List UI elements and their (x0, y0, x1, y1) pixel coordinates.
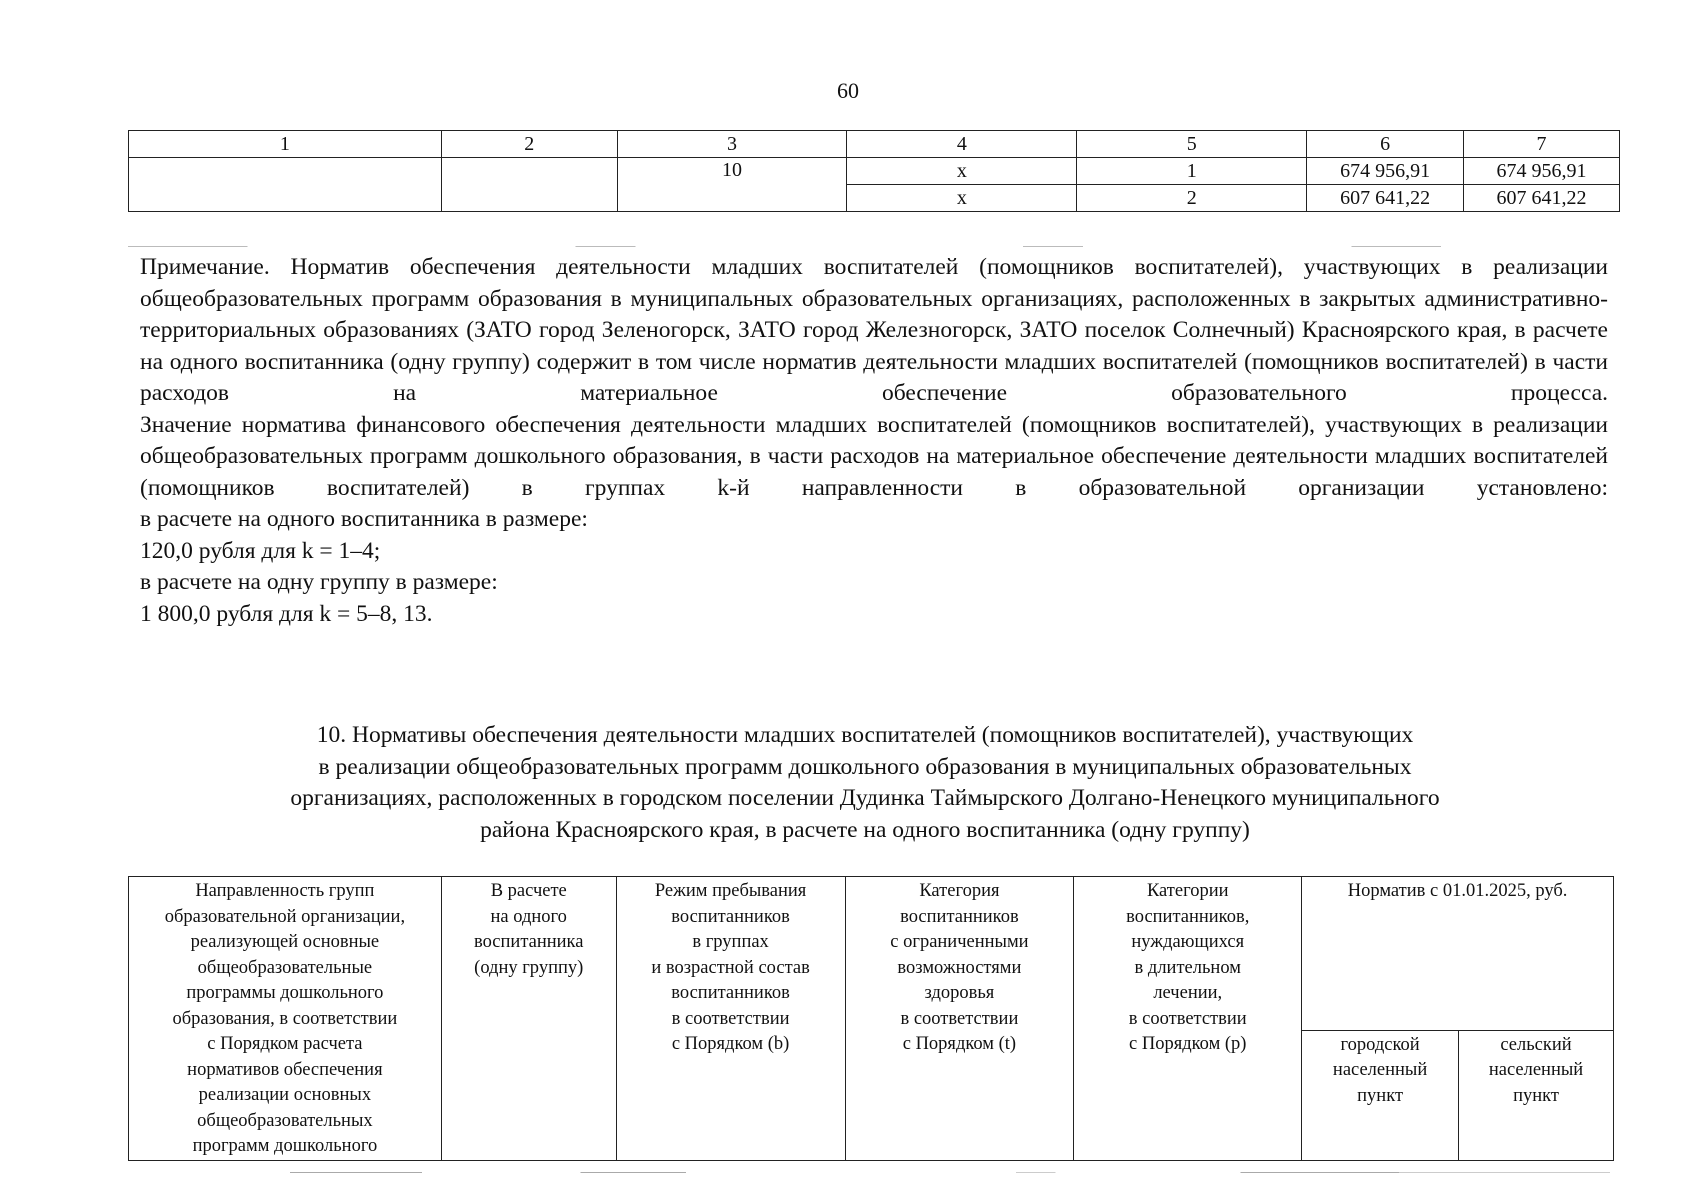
note-block (140, 252, 1608, 630)
header-text: здоровья (924, 983, 995, 1003)
note-line-per-child-amount: 120,0 рубля для k = 1–4; (140, 537, 381, 564)
header-text: Категории (1146, 881, 1229, 901)
note-paragraph-1: Примечание. Норматив обеспечения деятельности младших воспитателей (помощников воспитателей), участвующих в реализации общеобразовательных программ образования в муниципальных образовательных организациях, расположенных в закрытых административно-территориальных образованиях (ЗАТО город Зеленогорск, ЗАТО город Железногорск, ЗАТО поселок Солнечный) Красноярского края, в расчете на одного воспитанника (одну группу) содержит в том числе норматив деятельности младших воспитателей (помощников воспитателей) в части расходов на материальное обеспечение образовательного процесса. (140, 254, 1608, 406)
note-line-per-group-amount: 1 800,0 рубля для k = 5–8, 13. (140, 600, 433, 627)
header-text: образовательной организации, (164, 906, 406, 927)
header-rural (1459, 1030, 1614, 1160)
header-text: с Порядком расчета (207, 1034, 363, 1054)
header-long-treatment-category (1074, 877, 1302, 1161)
header-text: на одного (490, 906, 567, 927)
continuation-table (128, 130, 1620, 212)
page-number: 60 (837, 78, 859, 103)
header-text: с Порядком (b) (671, 1034, 790, 1054)
header-text: воспитанников (671, 983, 790, 1003)
scan-artifact (128, 246, 1620, 247)
header-urban (1302, 1030, 1459, 1160)
header-text: возможностями (897, 957, 1022, 978)
column-number: 4 (847, 131, 1077, 158)
table-cell-urban-value: 674 956,91 (1307, 158, 1464, 185)
column-number: 3 (617, 131, 847, 158)
header-text: пункт (1357, 1085, 1404, 1106)
header-text: пункт (1513, 1085, 1559, 1106)
table-cell-urban-value: 607 641,22 (1307, 185, 1464, 212)
header-text: В расчете (490, 881, 567, 901)
table-cell-rural-value: 607 641,22 (1464, 185, 1620, 212)
note-line-per-group: в расчете на одну группу в размере: (140, 569, 498, 595)
column-number: 6 (1307, 131, 1464, 158)
header-text: реализации основных (198, 1085, 372, 1105)
header-text: в длительном (1134, 957, 1241, 978)
header-text: общеобразовательные (197, 957, 373, 978)
header-text: городской (1340, 1034, 1420, 1055)
column-number: 1 (129, 131, 442, 158)
header-text: населенный (1488, 1060, 1584, 1081)
header-text: сельский (1500, 1034, 1572, 1055)
header-text: программ дошкольного (192, 1136, 378, 1156)
section-title-line: района Красноярского края, в расчете на одного воспитанника (одну группу) (480, 816, 1250, 843)
header-text: лечении, (1153, 983, 1223, 1003)
header-text: воспитанников (671, 906, 790, 927)
note-line-per-child: в расчете на одного воспитанника в размере: (140, 506, 588, 532)
header-group-direction (129, 877, 442, 1161)
header-text: нормативов обеспечения (187, 1059, 383, 1080)
column-number: 2 (441, 131, 617, 158)
table-cell-empty (129, 158, 442, 212)
header-text: с Порядком (t) (902, 1034, 1017, 1054)
header-text: в соответствии (900, 1008, 1019, 1029)
header-text: реализующей основные (190, 932, 380, 952)
section-title-line: 10. Нормативы обеспечения деятельности младших воспитателей (помощников воспитателей), участвующих (316, 722, 1414, 748)
table-cell: 2 (1077, 185, 1307, 212)
header-disability-category (845, 877, 1074, 1161)
header-text: населенный (1332, 1060, 1428, 1081)
header-text: Категория (919, 881, 1000, 901)
table-cell-empty (441, 158, 617, 212)
header-text: Режим пребывания (654, 881, 807, 901)
norms-table-header (128, 876, 1614, 1161)
table-cell-group-code: 10 (617, 158, 847, 212)
header-stay-mode (616, 877, 845, 1161)
header-text: Направленность групп (195, 881, 375, 901)
column-number: 5 (1077, 131, 1307, 158)
header-text: в соответствии (671, 1008, 790, 1029)
table-row (129, 158, 1620, 185)
header-text: образования, в соответствии (172, 1008, 398, 1029)
header-text: воспитанника (473, 932, 584, 952)
header-per-child (441, 877, 616, 1161)
header-text: Норматив с 01.01.2025, руб. (1347, 881, 1568, 901)
section-title-line: в реализации общеобразовательных программ дошкольного образования в муниципальных образовательных (318, 753, 1412, 780)
header-text: с Порядком (p) (1129, 1034, 1247, 1054)
table-cell: x (847, 158, 1077, 185)
column-number-row (129, 131, 1620, 158)
table-cell: x (847, 185, 1077, 212)
note-paragraph-2: Значение норматива финансового обеспечения деятельности младших воспитателей (помощников воспитателей), участвующих в реализации общеобразовательных программ дошкольного образования, в части расходов на материальное обеспечение деятельности младших воспитателей (помощников воспитателей) в группах k-й направленности в образовательной организации установлено: (140, 411, 1608, 501)
header-text: в группах (692, 932, 769, 952)
header-text: и возрастной состав (651, 957, 810, 978)
column-number: 7 (1464, 131, 1620, 158)
table-cell-rural-value: 674 956,91 (1464, 158, 1620, 185)
header-text: в соответствии (1128, 1008, 1247, 1029)
header-text: воспитанников (900, 906, 1019, 927)
header-text: с ограниченными (890, 932, 1029, 952)
section-title (160, 720, 1570, 846)
header-text: общеобразовательных (197, 1110, 373, 1131)
scan-artifact (290, 1172, 1610, 1173)
section-title-line: организациях, расположенных в городском поселении Дудинка Таймырского Долгано-Ненецкого муниципального (290, 785, 1440, 811)
header-text: (одну группу) (474, 957, 584, 978)
header-text: воспитанников, (1126, 906, 1250, 927)
table-cell: 1 (1077, 158, 1307, 185)
header-text: нуждающихся (1131, 932, 1245, 952)
header-norm (1302, 877, 1614, 1031)
header-text: программы дошкольного (186, 983, 384, 1003)
